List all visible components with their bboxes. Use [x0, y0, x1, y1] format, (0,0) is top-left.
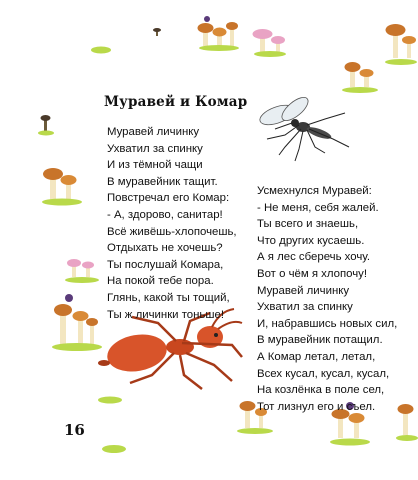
grass-tuft-icon — [90, 42, 112, 54]
page-number: 16 — [64, 421, 85, 439]
poem-line: Ты всего и знаешь, — [257, 218, 359, 231]
mushroom-cluster-icon — [340, 55, 380, 95]
poem-line: Тот лизнул его и съел. — [257, 400, 376, 413]
poem-line: Вот о чём я хлопочу! — [257, 267, 368, 280]
mushroom-cluster-icon — [250, 24, 290, 59]
mosquito-illustration — [255, 95, 350, 165]
poem-line: Ты ж личинки тоньше! — [107, 308, 224, 321]
poem-line: - А, здорово, санитар! — [107, 208, 223, 221]
poem-line: На козлёнка в поле сел, — [257, 384, 385, 397]
poem-line: Муравей личинку — [107, 126, 200, 138]
poem-line: - Не меня, себя жалей. — [257, 201, 379, 214]
mushroom-cluster-icon — [383, 10, 418, 70]
poem-line: Муравей личинку — [257, 284, 350, 297]
grass-tuft-icon — [150, 28, 164, 40]
poem-line: И, набравшись новых сил, — [257, 317, 398, 330]
poem-line: А Комар летал, летал, — [257, 350, 376, 363]
mushroom-cluster-icon — [36, 110, 56, 136]
poem-line: Всех кусал, кусал, кусал, — [257, 367, 390, 380]
poem-line: Глянь, какой ты тощий, — [107, 291, 230, 304]
poem-title: Муравей и Комар — [104, 94, 248, 110]
poem-line: Усмехнулся Муравей: — [257, 185, 372, 197]
mushroom-cluster-icon — [40, 160, 85, 208]
poem-line: На покой тебе пора. — [107, 275, 214, 288]
mushroom-cluster-icon — [395, 395, 418, 445]
poem-line: Что других кусаешь. — [257, 234, 365, 247]
poem-line: Всё живёшь-хлопочешь, — [107, 225, 237, 238]
poem-line: Ты послушай Комара, — [107, 258, 224, 271]
poem-line: В муравейник потащил. — [257, 334, 383, 347]
poem-line: Ухватил за спинку — [257, 301, 353, 314]
grass-tuft-icon — [100, 440, 128, 454]
mushroom-cluster-icon — [195, 14, 245, 54]
poem-line: А я лес сберечь хочу. — [257, 251, 370, 264]
mushroom-cluster-icon — [62, 255, 102, 285]
poem-right-column — [257, 183, 397, 415]
poem-left-column — [107, 124, 237, 323]
poem-line: Повстречал его Комар: — [107, 192, 230, 205]
poem-line: Отдыхать не хочешь? — [107, 242, 223, 255]
poem-line: И из тёмной чащи — [107, 159, 203, 172]
poem-line: Ухватил за спинку — [107, 142, 203, 155]
poem-line: В муравейник тащит. — [107, 175, 218, 188]
